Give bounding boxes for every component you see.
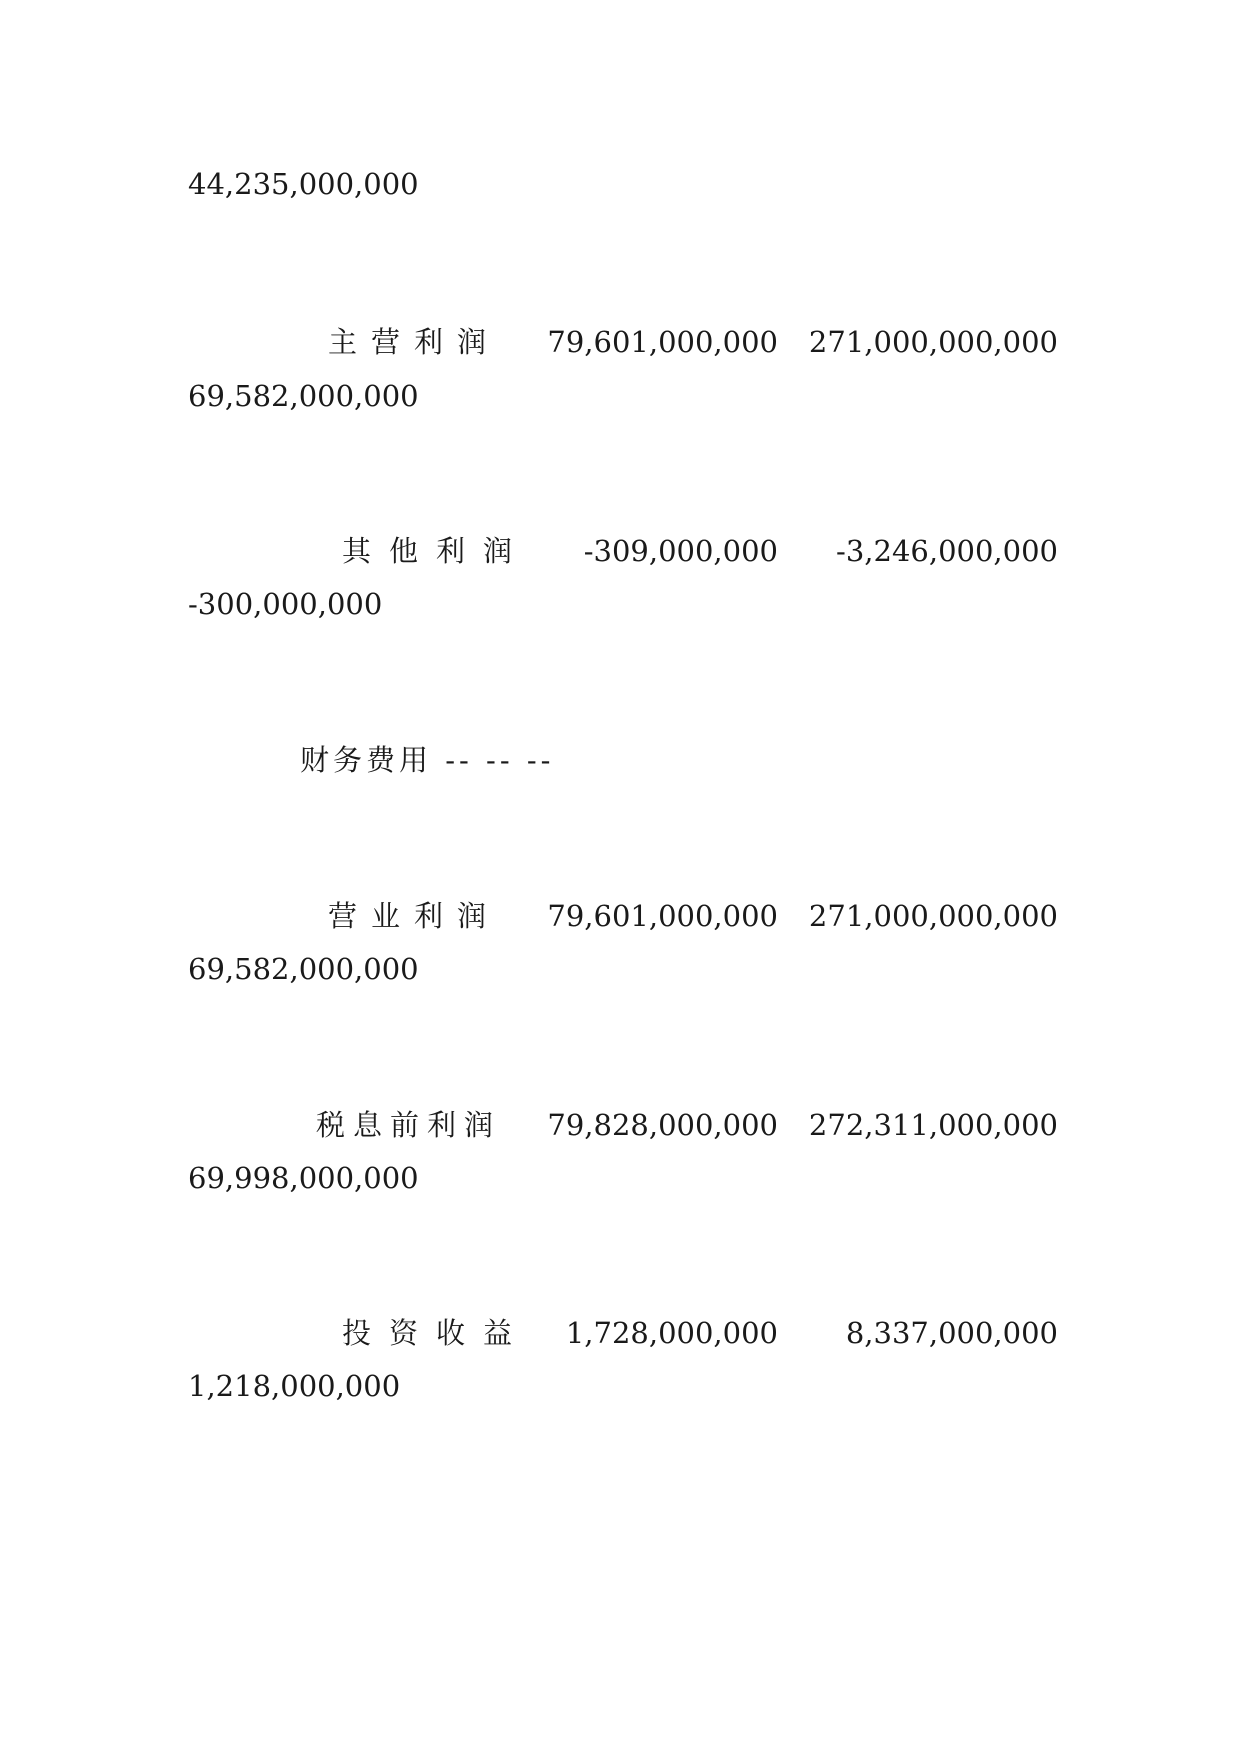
row-label: 税息前利润 bbox=[316, 1108, 502, 1142]
table-row-financial-expense bbox=[188, 740, 1058, 780]
value-col-1: -309,000,000 bbox=[583, 534, 778, 568]
row-label: 投资收益 bbox=[342, 1316, 531, 1350]
wrapped-value: 1,218,000,000 bbox=[188, 1369, 401, 1403]
wrapped-value: 69,998,000,000 bbox=[188, 1161, 419, 1195]
wrapped-value: 69,582,000,000 bbox=[188, 379, 419, 413]
row-label: 财务费用 -- -- -- bbox=[300, 743, 555, 777]
row-label: 其他利润 bbox=[342, 534, 531, 568]
table-row-operating-profit bbox=[188, 896, 1058, 936]
wrapped-value: -300,000,000 bbox=[188, 587, 383, 621]
value-col-1: 1,728,000,000 bbox=[565, 1316, 778, 1350]
value-col-2: -3,246,000,000 bbox=[836, 534, 1058, 568]
table-row-main-profit bbox=[188, 322, 1058, 362]
table-row-ebit bbox=[188, 1105, 1058, 1145]
table-row-other-profit bbox=[188, 531, 1058, 571]
value-col-1: 79,828,000,000 bbox=[547, 1108, 778, 1142]
table-row-investment-income bbox=[188, 1313, 1058, 1353]
value-col-1: 79,601,000,000 bbox=[547, 325, 778, 359]
value-col-1: 79,601,000,000 bbox=[547, 899, 778, 933]
row-label: 营业利润 bbox=[328, 899, 501, 933]
value-col-2: 271,000,000,000 bbox=[808, 899, 1058, 933]
value-col-2: 8,337,000,000 bbox=[845, 1316, 1058, 1350]
wrapped-value: 69,582,000,000 bbox=[188, 952, 419, 986]
value-col-2: 271,000,000,000 bbox=[808, 325, 1058, 359]
value-col-2: 272,311,000,000 bbox=[808, 1108, 1058, 1142]
row-label: 主营利润 bbox=[328, 325, 501, 359]
wrapped-value: 44,235,000,000 bbox=[188, 167, 419, 201]
